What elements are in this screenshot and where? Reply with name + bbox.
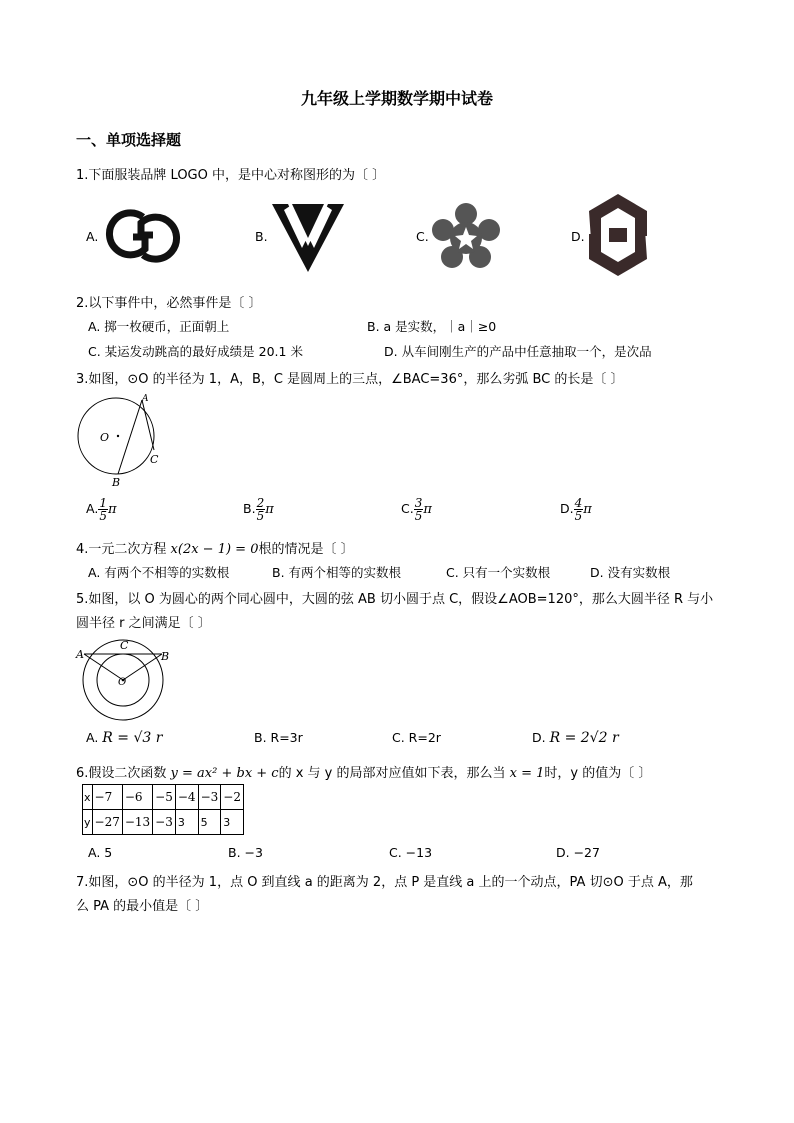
q5-option-b: B. R=3r xyxy=(254,730,303,745)
question-4-text: 4.一元二次方程 x(2x − 1) = 0根的情况是〔 〕 xyxy=(76,542,354,557)
table-cell: −13 xyxy=(122,810,152,835)
section-heading: 一、单项选择题 xyxy=(76,131,182,149)
q6-value-table xyxy=(82,784,244,835)
table-cell: 5 xyxy=(198,810,221,835)
table-cell: −5 xyxy=(153,785,176,810)
q2-option-d: D. 从车间刚生产的产品中任意抽取一个，是次品 xyxy=(384,344,652,359)
table-row xyxy=(83,810,244,835)
q3-label-b: B xyxy=(112,476,121,489)
q3-label-a: A xyxy=(142,394,149,404)
q3-option-d: D. $\frac{4}{5}$ π xyxy=(560,496,592,523)
table-cell: −3 xyxy=(198,785,221,810)
q5-label-c: C xyxy=(120,639,129,652)
q6-option-a: A. 5 xyxy=(88,845,113,860)
q6-option-c: C. −13 xyxy=(389,845,433,860)
q3-label-o: O xyxy=(100,431,110,444)
logo-b-v-icon xyxy=(270,200,346,274)
logo-a-double-g-icon xyxy=(100,205,186,267)
q2-option-c: C. 某运发动跳高的最好成绩是 20.1 米 xyxy=(88,344,303,359)
question-7-text-line1: 7.如图，⊙O 的半径为 1，点 O 到直线 a 的距离为 2，点 P 是直线 a 上的一个动点，PA 切⊙O 于点 A，那 xyxy=(76,875,693,890)
q5-option-c: C. R=2r xyxy=(392,730,441,745)
table-cell: −4 xyxy=(175,785,198,810)
q6-option-b: B. −3 xyxy=(228,845,263,860)
q5-label-o: O xyxy=(118,677,127,688)
q5-label-a: A xyxy=(76,648,84,661)
question-5-text-line1: 5.如图，以 O 为圆心的两个同心圆中，大圆的弦 AB 切小圆于点 C，假设∠AOB=120°，那么大圆半径 R 与小 xyxy=(76,592,714,607)
table-cell: −3 xyxy=(153,810,176,835)
q5-option-d: D. R = 2√2 r xyxy=(532,730,619,746)
q1-option-d-label: D. xyxy=(571,229,585,244)
question-6-text: 6.假设二次函数 y = ax² + bx + c的 x 与 y 的局部对应值如下表，那么当 x = 1时，y 的值为〔 〕 xyxy=(76,766,652,781)
q3-option-b: B. $\frac{2}{5}$ π xyxy=(243,496,274,523)
question-2-text: 2.以下事件中，必然事件是〔 〕 xyxy=(76,296,262,311)
table-cell: −6 xyxy=(122,785,152,810)
question-1-text: 1.下面服装品牌 LOGO 中，是中心对称图形的为〔 〕 xyxy=(76,168,386,183)
logo-c-flower-icon xyxy=(428,200,504,272)
table-cell: −27 xyxy=(92,810,122,835)
table-cell: −7 xyxy=(92,785,122,810)
q1-option-c-label: C. xyxy=(416,229,429,244)
question-5-text-line2: 圆半径 r 之间满足〔 〕 xyxy=(76,616,211,631)
q4-equation: x(2x − 1) = 0 xyxy=(170,542,259,557)
table-cell: 3 xyxy=(175,810,198,835)
table-header-y: y xyxy=(83,810,93,835)
table-header-x: x xyxy=(83,785,93,810)
page-title: 九年级上学期数学期中试卷 xyxy=(300,89,493,108)
table-cell: −2 xyxy=(221,785,244,810)
q4-option-d: D. 没有实数根 xyxy=(590,565,671,580)
question-3-text: 3.如图，⊙O 的半径为 1，A，B，C 是圆周上的三点，∠BAC=36°，那么劣弧 BC 的长是〔 〕 xyxy=(76,372,624,387)
q1-option-a-label: A. xyxy=(86,229,99,244)
q6-function: y = ax² + bx + c xyxy=(170,766,279,781)
q2-option-b: B. a 是实数，｜a｜≥0 xyxy=(367,319,497,334)
q6-option-d: D. −27 xyxy=(556,845,600,860)
q3-option-a: A. $\frac{1}{5}$ π xyxy=(86,496,117,523)
q1-option-b-label: B. xyxy=(255,229,268,244)
q3-circle-figure xyxy=(72,392,172,490)
q5-concentric-circles-figure xyxy=(72,636,178,726)
q4-option-c: C. 只有一个实数根 xyxy=(446,565,551,580)
q5-option-a: A. R = √3 r xyxy=(86,730,163,746)
table-cell: 3 xyxy=(221,810,244,835)
q4-option-b: B. 有两个相等的实数根 xyxy=(272,565,402,580)
q4-option-a: A. 有两个不相等的实数根 xyxy=(88,565,230,580)
q2-option-a: A. 掷一枚硬币，正面朝上 xyxy=(88,319,230,334)
table-row xyxy=(83,785,244,810)
logo-d-hex-s-icon xyxy=(585,192,651,278)
q5-label-b: B xyxy=(161,650,170,663)
q3-label-c: C xyxy=(150,453,159,466)
q3-option-c: C. $\frac{3}{5}$ π xyxy=(401,496,432,523)
question-7-text-line2: 么 PA 的最小值是〔 〕 xyxy=(76,899,209,914)
